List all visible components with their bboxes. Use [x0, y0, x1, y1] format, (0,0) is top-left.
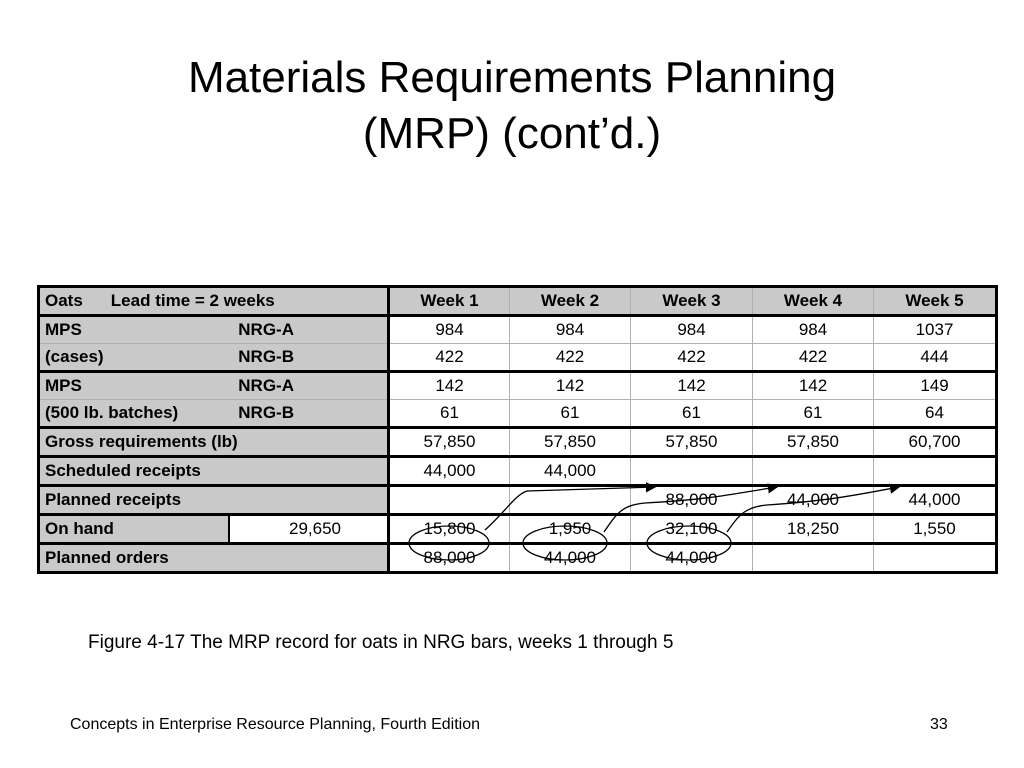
mps-label: MPS — [45, 376, 82, 395]
slide-title — [0, 50, 1024, 162]
table-cell: 44,000 — [874, 486, 997, 515]
table-cell: 57,850 — [389, 428, 510, 457]
product-name: NRG-A — [238, 376, 294, 395]
product-name: NRG-B — [238, 403, 294, 422]
product-name: NRG-B — [238, 347, 294, 366]
on-hand-row — [39, 515, 997, 544]
table-cell: 1,950 — [510, 515, 631, 544]
mps-batches-b-label — [39, 400, 389, 428]
table-cell — [753, 457, 874, 486]
title-line-2: (MRP) (cont’d.) — [362, 109, 662, 158]
table-cell: 44,000 — [753, 486, 874, 515]
mrp-record-table — [37, 285, 998, 574]
table-cell — [631, 457, 753, 486]
table-cell: 1037 — [874, 316, 997, 344]
on-hand-initial: 29,650 — [229, 515, 389, 544]
table-cell: 1,550 — [874, 515, 997, 544]
page-number: 33 — [930, 716, 948, 733]
planned-receipts-label: Planned receipts — [39, 486, 389, 515]
table-cell: 61 — [631, 400, 753, 428]
table-cell: 88,000 — [631, 486, 753, 515]
item-header — [39, 287, 389, 316]
header-row — [39, 287, 997, 316]
lead-time: Lead time = 2 weeks — [110, 291, 275, 310]
planned-orders-label: Planned orders — [39, 544, 389, 573]
mps-cases-b-label — [39, 344, 389, 372]
mps-batches-b-row — [39, 400, 997, 428]
table-cell: 142 — [510, 372, 631, 400]
on-hand-label: On hand — [39, 515, 229, 544]
table-cell: 422 — [389, 344, 510, 372]
scheduled-receipts-label: Scheduled receipts — [39, 457, 389, 486]
table-cell: 984 — [631, 316, 753, 344]
table-cell: 422 — [753, 344, 874, 372]
table-cell: 984 — [510, 316, 631, 344]
table-cell: 61 — [510, 400, 631, 428]
table-cell: 44,000 — [510, 544, 631, 573]
table-cell: 142 — [389, 372, 510, 400]
planned-receipts-row — [39, 486, 997, 515]
table-cell: 61 — [753, 400, 874, 428]
table-cell: 44,000 — [389, 457, 510, 486]
table-cell: 44,000 — [631, 544, 753, 573]
mps-batches-a-label — [39, 372, 389, 400]
product-name: NRG-A — [238, 320, 294, 339]
week-header: Week 5 — [874, 287, 997, 316]
table-cell: 60,700 — [874, 428, 997, 457]
table-cell: 984 — [753, 316, 874, 344]
table-cell: 15,800 — [389, 515, 510, 544]
week-header: Week 4 — [753, 287, 874, 316]
table-cell: 57,850 — [631, 428, 753, 457]
mps-cases-b-row — [39, 344, 997, 372]
table-cell: 18,250 — [753, 515, 874, 544]
gross-requirements-row — [39, 428, 997, 457]
table-cell: 984 — [389, 316, 510, 344]
mps-label: MPS — [45, 320, 82, 339]
table-cell: 57,850 — [510, 428, 631, 457]
mrp-record-figure — [37, 285, 995, 567]
title-line-1: Materials Requirements Planning — [187, 53, 837, 102]
mps-unit-label: (500 lb. batches) — [45, 403, 179, 422]
week-header: Week 2 — [510, 287, 631, 316]
table-cell: 88,000 — [389, 544, 510, 573]
planned-orders-row — [39, 544, 997, 573]
gross-requirements-label: Gross requirements (lb) — [39, 428, 389, 457]
table-cell: 44,000 — [510, 457, 631, 486]
table-cell: 422 — [510, 344, 631, 372]
table-cell — [874, 457, 997, 486]
table-cell: 149 — [874, 372, 997, 400]
mps-unit-label: (cases) — [45, 347, 104, 366]
item-name: Oats — [45, 291, 83, 310]
table-cell — [389, 486, 510, 515]
table-cell — [874, 544, 997, 573]
footer-book-title: Concepts in Enterprise Resource Planning, Fourth Edition — [70, 716, 480, 733]
week-header: Week 3 — [631, 287, 753, 316]
table-cell: 61 — [389, 400, 510, 428]
table-cell: 32,100 — [631, 515, 753, 544]
table-cell: 57,850 — [753, 428, 874, 457]
week-header: Week 1 — [389, 287, 510, 316]
table-cell: 142 — [631, 372, 753, 400]
mps-batches-a-row — [39, 372, 997, 400]
mps-cases-a-row — [39, 316, 997, 344]
mps-cases-a-label — [39, 316, 389, 344]
table-cell: 64 — [874, 400, 997, 428]
table-cell — [753, 544, 874, 573]
table-cell: 422 — [631, 344, 753, 372]
figure-caption: Figure 4-17 The MRP record for oats in NRG bars, weeks 1 through 5 — [88, 632, 674, 653]
table-cell: 142 — [753, 372, 874, 400]
scheduled-receipts-row — [39, 457, 997, 486]
table-cell — [510, 486, 631, 515]
table-cell: 444 — [874, 344, 997, 372]
